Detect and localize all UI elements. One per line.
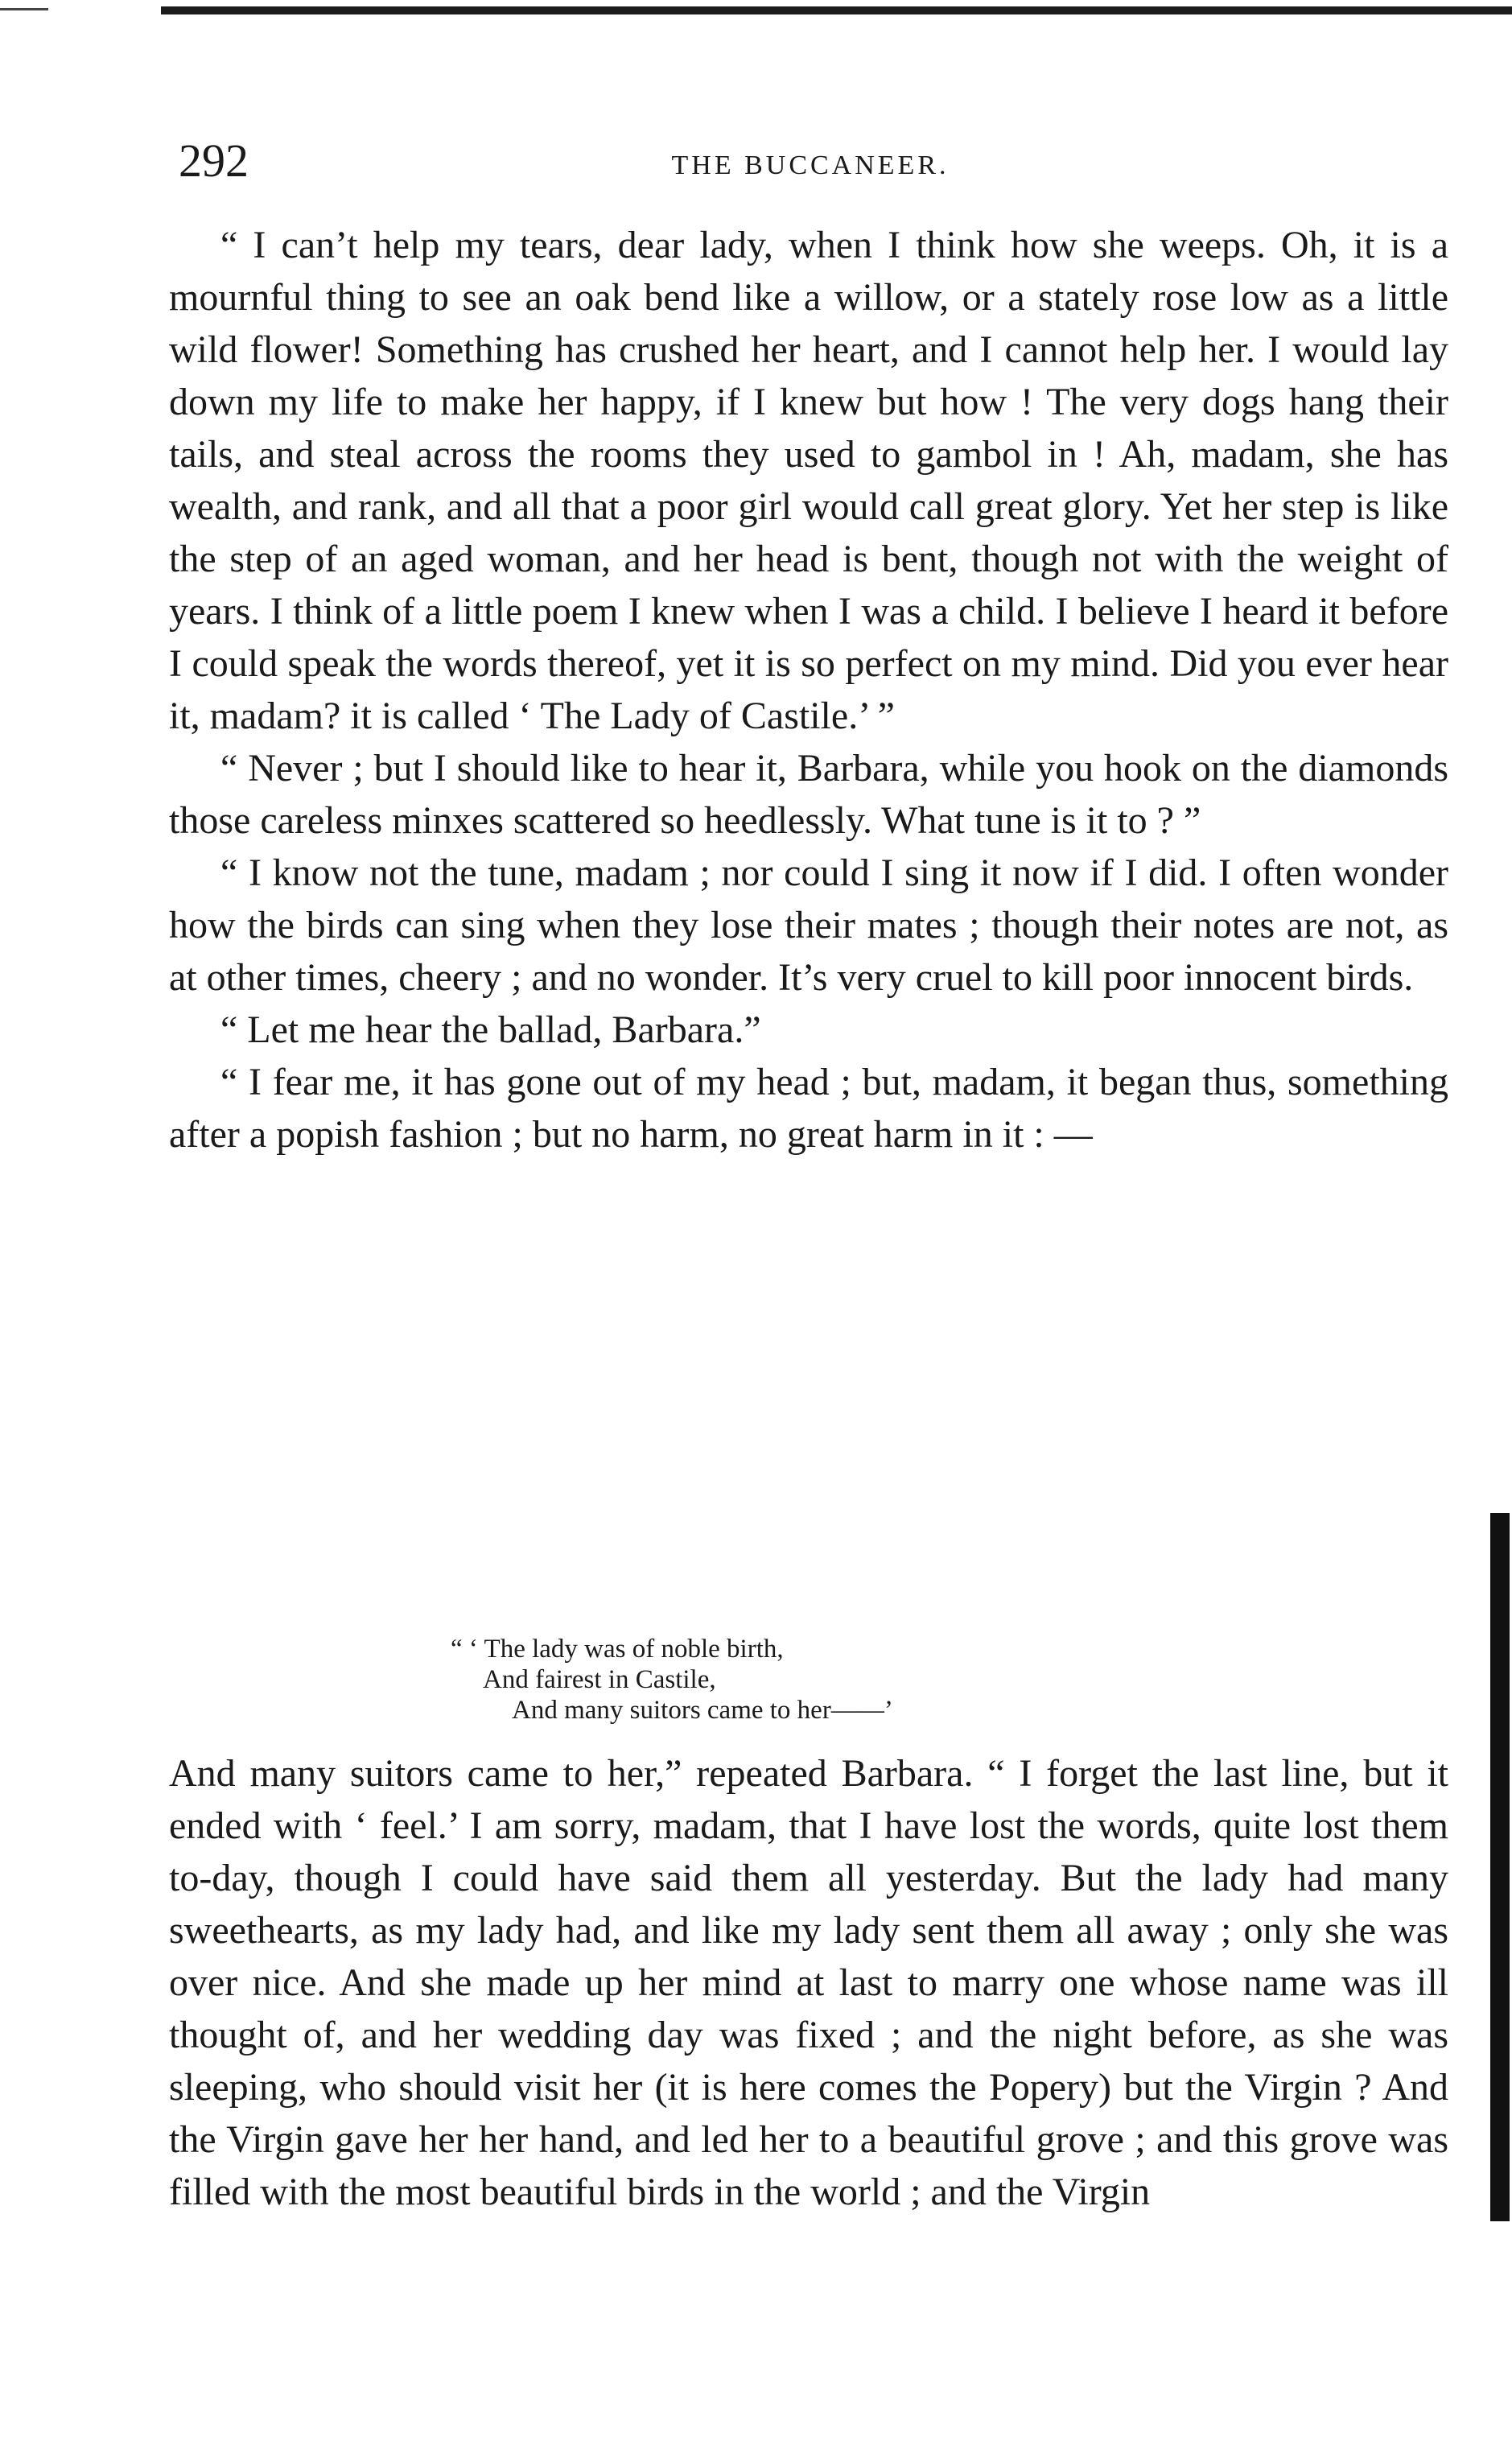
paragraph: “ I can’t help my tears, dear lady, when I think how she weeps. Oh, it is a mournful thing to see an oak bend like a willow, or a stately rose low as a little wild flower! Something has crushed her heart, and I cannot help her. I would lay down my life to make her happy, if I knew but how ! The very dogs hang their tails, and steal across the rooms they used to gambol in ! Ah, madam, she has wealth, and rank, and all that a poor girl would call great glory. Yet her step is like the step of an aged woman, and her head is bent, though not with the weight of years. I think of a little poem I knew when I was a child. I believe I heard it before I could speak the words thereof, yet it is so perfect on my mind. Did you ever hear it, madam? it is called ‘ The Lady of Castile.’ ” (169, 224, 1448, 737)
paragraph: “ I know not the tune, madam ; nor could I sing it now if I did. I often wonder how the birds can sing when they lose their mates ; though their notes are not, as at other times, cheery ; and no wonder. It’s very cruel to kill poor innocent birds. (169, 851, 1448, 999)
verse-line: And fairest in Castile, (483, 1665, 716, 1694)
page-number: 292 (179, 134, 249, 187)
page-header (179, 133, 1442, 197)
top-edge-mark (0, 8, 48, 10)
paragraph: “ I fear me, it has gone out of my head ; but, madam, it began thus, something after a popish fashion ; but no harm, no great harm in it : — (169, 1061, 1448, 1156)
verse-line: “ ‘ The lady was of noble birth, (451, 1635, 784, 1664)
ballad-verse (451, 1634, 893, 1726)
body-text-continued (169, 1747, 1448, 2218)
page-edge-shadow (1490, 1513, 1510, 2221)
running-title: THE BUCCANEER. (671, 151, 950, 180)
paragraph: “ Never ; but I should like to hear it, Barbara, while you hook on the diamonds those careless minxes scattered so heedlessly. What tune is it to ? ” (169, 747, 1448, 842)
paragraph: “ Let me hear the ballad, Barbara.” (220, 1008, 761, 1051)
top-edge-rule (161, 6, 1512, 14)
verse-line: And many suitors came to her——’ (512, 1696, 893, 1725)
body-text (169, 219, 1448, 1161)
paragraph: And many suitors came to her,” repeated Barbara. “ I forget the last line, but it ended with ‘ feel.’ I am sorry, madam, that I have lost the words, quite lost them to-day, though I could have said them all yesterday. But the lady had many sweethearts, as my lady had, and like my lady sent them all away ; only she was over nice. And she made up her mind at last to marry one whose name was ill thought of, and her wedding day was fixed ; and the night before, as she was sleeping, who should visit her (it is here comes the Popery) but the Virgin ? And the Virgin gave her her hand, and led her to a beautiful grove ; and this grove was filled with the most beautiful birds in the world ; and the Virgin (169, 1752, 1448, 2213)
